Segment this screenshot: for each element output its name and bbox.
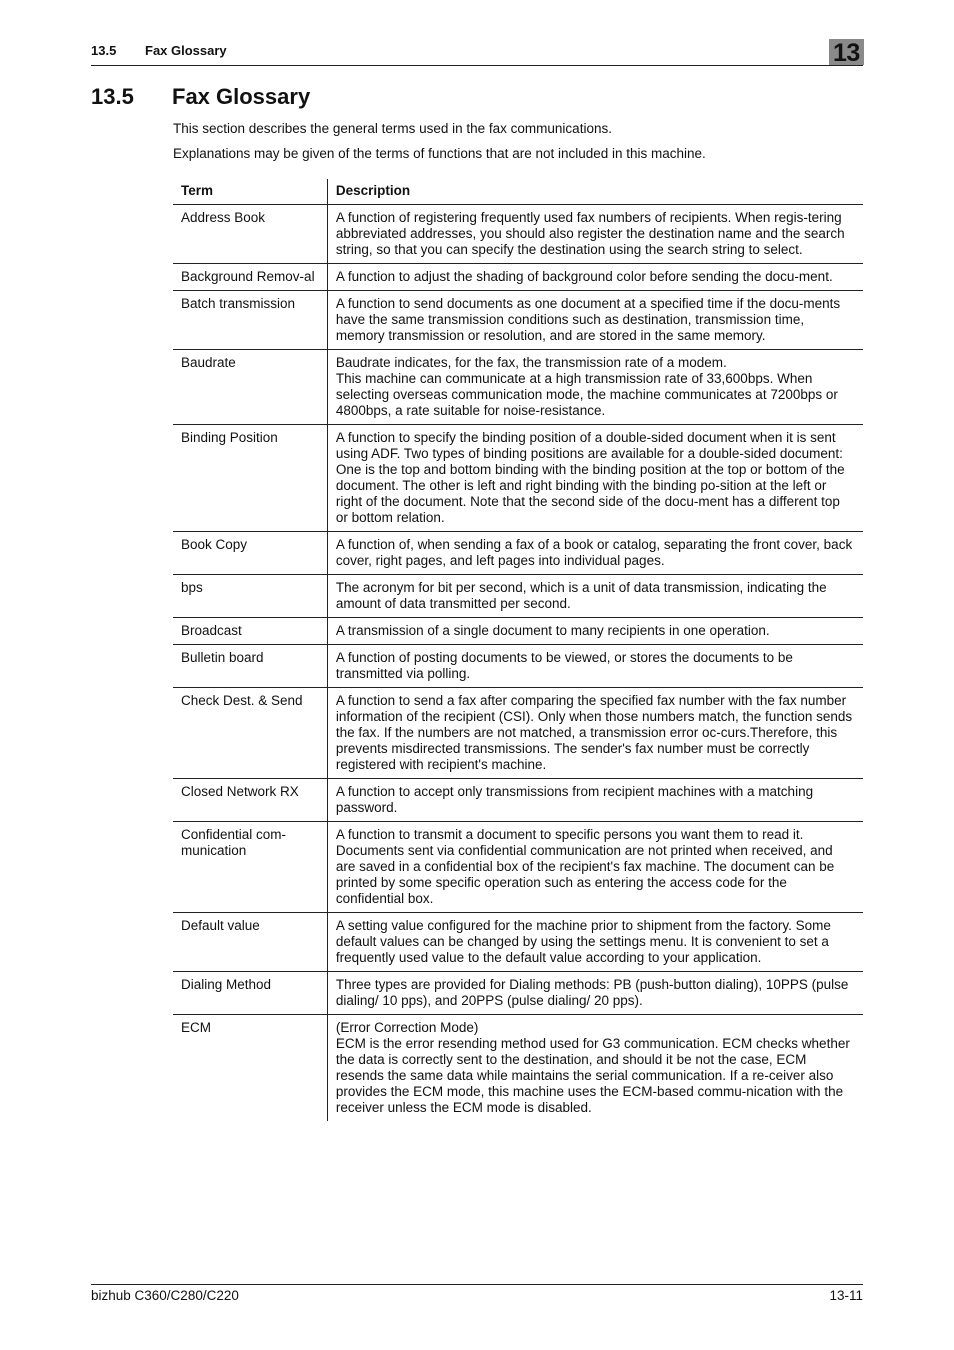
description-paragraph: A function to send documents as one document at a specified time if the docu-ments have the same transmission conditions such as destination, transmission time, memory transmission or resolution, and are stored in the same memory.: [335, 296, 841, 343]
term-cell: Binding Position: [173, 425, 327, 532]
header-section-title: Fax Glossary: [145, 43, 227, 58]
term-cell: Bulletin board: [173, 645, 327, 688]
description-cell: [327, 350, 863, 425]
description-cell: [327, 205, 863, 264]
table-row: [173, 575, 863, 618]
page-title-number: 13.5: [91, 84, 134, 109]
description-cell: [327, 688, 863, 779]
description-paragraph: ECM is the error resending method used for G3 communication. ECM checks whether the data is correctly sent to the destination, and should it be not the case, ECM resends the same data while maintains the serial communication. If a re-ceiver also provides the ECM mode, this machine uses the ECM-based commu-nication with the receiver unless the ECM mode is disabled.: [335, 1036, 850, 1115]
description-cell: [327, 575, 863, 618]
description-paragraph: A function of posting documents to be viewed, or stores the documents to be transmitted via polling.: [335, 650, 793, 681]
running-footer: [91, 1284, 863, 1309]
description-cell: [327, 645, 863, 688]
table-row: [173, 291, 863, 350]
term-cell: bps: [173, 575, 327, 618]
description-paragraph: A setting value configured for the machine prior to shipment from the factory. Some default values can be changed by using the settings menu. It is convenient to set a frequently used value to the default value according to your application.: [335, 918, 831, 965]
term-cell: Broadcast: [173, 618, 327, 645]
description-cell: [327, 264, 863, 291]
description-cell: [327, 618, 863, 645]
table-row: [173, 972, 863, 1015]
description-paragraph: Three types are provided for Dialing methods: PB (push-button dialing), 10PPS (pulse dialing/ 10 pps), and 20PPS (pulse dialing/ 20 pps).: [335, 977, 849, 1008]
table-row: [173, 913, 863, 972]
table-row: [173, 779, 863, 822]
description-paragraph: A function of, when sending a fax of a book or catalog, separating the front cover, back cover, right pages, and left pages into individual pages.: [335, 537, 853, 568]
term-cell: Background Remov-al: [173, 264, 327, 291]
page-title: [91, 84, 310, 110]
term-cell: Closed Network RX: [173, 779, 327, 822]
column-header-description: Description: [327, 179, 863, 205]
intro-paragraph: This section describes the general terms used in the fax communications.: [173, 121, 612, 136]
description-paragraph: The acronym for bit per second, which is a unit of data transmission, indicating the amount of data transmitted per second.: [335, 580, 827, 611]
intro-paragraph: Explanations may be given of the terms of functions that are not included in this machine.: [173, 146, 706, 161]
chapter-badge: [829, 39, 864, 65]
table-row: [173, 425, 863, 532]
term-cell: Check Dest. & Send: [173, 688, 327, 779]
description-paragraph: A function to specify the binding position of a double-sided document when it is sent using ADF. Two types of binding positions are available for a double-sided document: One is the top and bottom binding with the binding position at the top or bottom of the document. The other is left and right binding with the binding po-sition at the left or right of the document. Note that the second side of the docu-ment has a different top or bottom relation.: [335, 430, 845, 525]
description-cell: [327, 822, 863, 913]
term-cell: Book Copy: [173, 532, 327, 575]
footer-model: bizhub C360/C280/C220: [91, 1288, 239, 1303]
table-row: [173, 822, 863, 913]
chapter-number: 13: [833, 39, 860, 67]
description-cell: [327, 913, 863, 972]
term-cell: Confidential com-munication: [173, 822, 327, 913]
table-row: [173, 1015, 863, 1122]
glossary-table: [173, 179, 863, 1121]
table-row: [173, 688, 863, 779]
description-cell: [327, 972, 863, 1015]
description-cell: [327, 425, 863, 532]
term-cell: Default value: [173, 913, 327, 972]
term-cell: Batch transmission: [173, 291, 327, 350]
footer-page-number: 13-11: [829, 1288, 863, 1303]
column-header-term: Term: [173, 179, 327, 205]
description-paragraph: A function to transmit a document to specific persons you want them to read it. Documents sent via confidential communication are not printed when received, and are saved in a confidential box of the recipient's fax machine. The document can be printed by some specific operation such as entering the access code for the confidential box.: [335, 827, 835, 906]
description-cell: [327, 291, 863, 350]
table-row: [173, 350, 863, 425]
description-paragraph: Baudrate indicates, for the fax, the transmission rate of a modem.: [335, 355, 727, 370]
table-row: [173, 264, 863, 291]
description-paragraph: A function to accept only transmissions from recipient machines with a matching password.: [335, 784, 814, 815]
running-header: [91, 41, 863, 66]
table-row: [173, 618, 863, 645]
table-row: [173, 532, 863, 575]
description-paragraph: A function of registering frequently used fax numbers of recipients. When regis-tering abbreviated addresses, you should also register the destination name and the search string, so that you can specify the destination using the search string to select.: [335, 210, 845, 257]
description-cell: [327, 1015, 863, 1122]
term-cell: Address Book: [173, 205, 327, 264]
term-cell: ECM: [173, 1015, 327, 1122]
term-cell: Dialing Method: [173, 972, 327, 1015]
header-section-number: 13.5: [91, 43, 117, 58]
glossary-body: [173, 205, 863, 1122]
table-header-row: [173, 179, 863, 205]
term-cell: Baudrate: [173, 350, 327, 425]
description-paragraph: A function to send a fax after comparing the specified fax number with the fax number information of the recipient (CSI). Only when those numbers match, the function sends the fax. If the numbers are not matched, a transmission error oc-curs.Therefore, this prevents misdirected transmissions. The sender's fax number must be correctly registered with recipient's machine.: [335, 693, 853, 772]
description-paragraph: A transmission of a single document to many recipients in one operation.: [335, 623, 770, 638]
page-title-text: Fax Glossary: [172, 84, 311, 109]
table-row: [173, 645, 863, 688]
description-paragraph: (Error Correction Mode): [335, 1020, 479, 1035]
table-row: [173, 205, 863, 264]
description-cell: [327, 779, 863, 822]
description-cell: [327, 532, 863, 575]
description-paragraph: A function to adjust the shading of background color before sending the docu-ment.: [335, 269, 833, 284]
description-paragraph: This machine can communicate at a high transmission rate of 33,600bps. When selecting overseas communication mode, the machine communicates at 7200bps or 4800bps, a rate suitable for noise-resistance.: [335, 371, 838, 418]
